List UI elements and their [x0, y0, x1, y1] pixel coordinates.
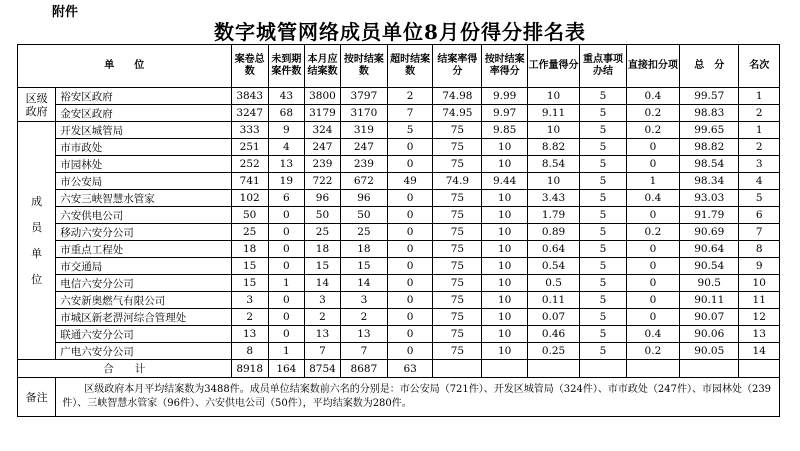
totals-total: 8918: [231, 360, 268, 378]
totals-empty: [580, 360, 627, 378]
cell-on-time: 15: [341, 258, 388, 275]
cell-closure-rate: 75: [433, 309, 482, 326]
header-not-due: 未到期案件数: [268, 45, 304, 88]
cell-workload: 0.07: [528, 309, 580, 326]
cell-rank: 1: [739, 122, 780, 139]
cell-due: 3: [304, 292, 340, 309]
cell-deduction: 0: [626, 139, 679, 156]
cell-deduction: 0: [626, 258, 679, 275]
cell-workload: 0.46: [528, 326, 580, 343]
unit-name: 六安新奥燃气有限公司: [56, 292, 231, 309]
cell-not-due: 43: [268, 88, 304, 105]
cell-due: 239: [304, 156, 340, 173]
cell-key-items: 5: [580, 207, 627, 224]
table-row: [18, 326, 780, 343]
cell-deduction: 0: [626, 292, 679, 309]
cell-on-time: 96: [341, 190, 388, 207]
cell-total: 3843: [231, 88, 268, 105]
note-text: 区级政府本月平均结案数为3488件。成员单位结案数前六名的分别是：市公安局（721件）、开发区城管局（324件）、市市政处（247件）、市园林处（239件）、三峡智慧水管家（96件）、六安供电公司（50件），平均结案数为280件。: [56, 378, 780, 417]
cell-rank: 3: [739, 156, 780, 173]
table-row: [18, 139, 780, 156]
cell-key-items: 5: [580, 122, 627, 139]
table-row: [18, 292, 780, 309]
cell-on-time-rate: 9.99: [482, 88, 528, 105]
cell-on-time: 50: [341, 207, 388, 224]
cell-overdue: 0: [387, 326, 433, 343]
cell-overdue: 0: [387, 292, 433, 309]
cell-not-due: 0: [268, 224, 304, 241]
cell-deduction: 0: [626, 207, 679, 224]
cell-overdue: 0: [387, 224, 433, 241]
cell-rank: 7: [739, 224, 780, 241]
cell-not-due: 9: [268, 122, 304, 139]
cell-score: 91.79: [679, 207, 739, 224]
cell-overdue: 0: [387, 309, 433, 326]
cell-rank: 6: [739, 207, 780, 224]
cell-closure-rate: 75: [433, 258, 482, 275]
cell-not-due: 4: [268, 139, 304, 156]
header-direct-deduction: 直接扣分项: [626, 45, 679, 88]
cell-overdue: 0: [387, 156, 433, 173]
header-unit: 单 位: [18, 45, 232, 88]
cell-on-time: 18: [341, 241, 388, 258]
cell-on-time: 14: [341, 275, 388, 292]
cell-workload: 10: [528, 88, 580, 105]
cell-key-items: 5: [580, 275, 627, 292]
cell-deduction: 0.4: [626, 326, 679, 343]
cell-overdue: 7: [387, 105, 433, 122]
cell-on-time-rate: 10: [482, 292, 528, 309]
unit-name: 电信六安分公司: [56, 275, 231, 292]
cell-not-due: 0: [268, 207, 304, 224]
totals-due: 8754: [304, 360, 340, 378]
cell-deduction: 0.4: [626, 88, 679, 105]
table-row: [18, 207, 780, 224]
table-row: [18, 190, 780, 207]
note-label: 备注: [18, 378, 56, 417]
unit-name: 市重点工程处: [56, 241, 231, 258]
cell-workload: 10: [528, 173, 580, 190]
cell-not-due: 0: [268, 326, 304, 343]
cell-key-items: 5: [580, 241, 627, 258]
unit-name: 市交通局: [56, 258, 231, 275]
cell-on-time: 3: [341, 292, 388, 309]
cell-due: 18: [304, 241, 340, 258]
cell-key-items: 5: [580, 139, 627, 156]
header-due-this-month: 本月应结案数: [304, 45, 340, 88]
cell-deduction: 0: [626, 309, 679, 326]
cell-rank: 14: [739, 343, 780, 360]
totals-empty: [482, 360, 528, 378]
totals-overdue: 63: [387, 360, 433, 378]
cell-on-time: 7: [341, 343, 388, 360]
cell-closure-rate: 75: [433, 275, 482, 292]
cell-due: 3800: [304, 88, 340, 105]
cell-rank: 2: [739, 139, 780, 156]
cell-workload: 1.79: [528, 207, 580, 224]
cell-due: 3179: [304, 105, 340, 122]
cell-total: 3: [231, 292, 268, 309]
table-row: [18, 343, 780, 360]
header-overdue-closed: 超时结案数: [387, 45, 433, 88]
cell-closure-rate: 75: [433, 292, 482, 309]
cell-rank: 2: [739, 105, 780, 122]
cell-deduction: 0.2: [626, 122, 679, 139]
totals-empty: [626, 360, 679, 378]
cell-deduction: 0: [626, 241, 679, 258]
cell-on-time-rate: 10: [482, 207, 528, 224]
cell-rank: 8: [739, 241, 780, 258]
table-row: [18, 275, 780, 292]
totals-not-due: 164: [268, 360, 304, 378]
cell-not-due: 0: [268, 241, 304, 258]
totals-empty: [528, 360, 580, 378]
cell-closure-rate: 75: [433, 190, 482, 207]
cell-overdue: 5: [387, 122, 433, 139]
cell-rank: 10: [739, 275, 780, 292]
cell-total: 251: [231, 139, 268, 156]
cell-on-time-rate: 10: [482, 309, 528, 326]
cell-workload: 8.54: [528, 156, 580, 173]
cell-due: 15: [304, 258, 340, 275]
table-row: [18, 173, 780, 190]
cell-rank: 4: [739, 173, 780, 190]
cell-total: 15: [231, 275, 268, 292]
cell-not-due: 0: [268, 292, 304, 309]
cell-overdue: 0: [387, 275, 433, 292]
cell-on-time: 3797: [341, 88, 388, 105]
cell-on-time-rate: 10: [482, 156, 528, 173]
header-closure-rate-score: 结案率得分: [433, 45, 482, 88]
unit-name: 六安三峡智慧水管家: [56, 190, 231, 207]
cell-on-time-rate: 10: [482, 224, 528, 241]
cell-closure-rate: 75: [433, 207, 482, 224]
cell-score: 98.83: [679, 105, 739, 122]
cell-deduction: 0: [626, 156, 679, 173]
cell-total: 333: [231, 122, 268, 139]
cell-score: 99.65: [679, 122, 739, 139]
cell-due: 2: [304, 309, 340, 326]
cell-score: 98.82: [679, 139, 739, 156]
totals-row: [18, 360, 780, 378]
cell-overdue: 0: [387, 258, 433, 275]
cell-due: 25: [304, 224, 340, 241]
cell-on-time: 3170: [341, 105, 388, 122]
cell-total: 15: [231, 258, 268, 275]
totals-on-time: 8687: [341, 360, 388, 378]
cell-workload: 3.43: [528, 190, 580, 207]
cell-total: 741: [231, 173, 268, 190]
cell-total: 252: [231, 156, 268, 173]
cell-not-due: 19: [268, 173, 304, 190]
cell-rank: 13: [739, 326, 780, 343]
cell-not-due: 0: [268, 258, 304, 275]
cell-deduction: 0.4: [626, 190, 679, 207]
cell-rank: 12: [739, 309, 780, 326]
unit-name: 市园林处: [56, 156, 231, 173]
cell-on-time-rate: 9.44: [482, 173, 528, 190]
cell-rank: 5: [739, 190, 780, 207]
cell-on-time-rate: 10: [482, 241, 528, 258]
cell-rank: 1: [739, 88, 780, 105]
cell-closure-rate: 75: [433, 224, 482, 241]
cell-on-time: 247: [341, 139, 388, 156]
cell-key-items: 5: [580, 258, 627, 275]
header-closed-on-time: 按时结案数: [341, 45, 388, 88]
cell-score: 90.05: [679, 343, 739, 360]
cell-on-time: 672: [341, 173, 388, 190]
cell-overdue: 0: [387, 241, 433, 258]
cell-key-items: 5: [580, 343, 627, 360]
cell-overdue: 2: [387, 88, 433, 105]
cell-on-time: 2: [341, 309, 388, 326]
totals-empty: [739, 360, 780, 378]
table-row: [18, 122, 780, 139]
header-rank: 名次: [739, 45, 780, 88]
group-label-member: 成员单位: [18, 122, 56, 360]
cell-on-time: 239: [341, 156, 388, 173]
totals-empty: [679, 360, 739, 378]
cell-total: 8: [231, 343, 268, 360]
unit-name: 开发区城管局: [56, 122, 231, 139]
cell-total: 3247: [231, 105, 268, 122]
table-row: [18, 241, 780, 258]
cell-closure-rate: 75: [433, 343, 482, 360]
cell-due: 247: [304, 139, 340, 156]
attachment-label: 附件: [52, 5, 79, 20]
cell-overdue: 0: [387, 343, 433, 360]
cell-not-due: 1: [268, 343, 304, 360]
cell-score: 93.03: [679, 190, 739, 207]
cell-key-items: 5: [580, 224, 627, 241]
cell-score: 90.69: [679, 224, 739, 241]
cell-total: 2: [231, 309, 268, 326]
cell-due: 96: [304, 190, 340, 207]
cell-deduction: 0: [626, 275, 679, 292]
cell-due: 50: [304, 207, 340, 224]
score-ranking-table: [17, 44, 780, 417]
cell-closure-rate: 74.98: [433, 88, 482, 105]
header-key-items: 重点事项办结: [580, 45, 627, 88]
table-row: [18, 88, 780, 105]
table-row: [18, 156, 780, 173]
cell-workload: 0.89: [528, 224, 580, 241]
header-total-cases: 案卷总数: [231, 45, 268, 88]
cell-key-items: 5: [580, 88, 627, 105]
cell-workload: 0.11: [528, 292, 580, 309]
cell-closure-rate: 74.9: [433, 173, 482, 190]
cell-score: 90.07: [679, 309, 739, 326]
unit-name: 市城区新老淠河综合管理处: [56, 309, 231, 326]
cell-score: 90.11: [679, 292, 739, 309]
unit-name: 金安区政府: [56, 105, 231, 122]
cell-overdue: 0: [387, 190, 433, 207]
cell-total: 18: [231, 241, 268, 258]
cell-workload: 8.82: [528, 139, 580, 156]
note-row: [18, 378, 780, 417]
unit-name: 市公安局: [56, 173, 231, 190]
cell-workload: 9.11: [528, 105, 580, 122]
cell-on-time-rate: 10: [482, 326, 528, 343]
totals-label: 合 计: [18, 360, 232, 378]
cell-closure-rate: 75: [433, 326, 482, 343]
cell-on-time-rate: 9.97: [482, 105, 528, 122]
cell-key-items: 5: [580, 173, 627, 190]
cell-due: 722: [304, 173, 340, 190]
cell-total: 102: [231, 190, 268, 207]
cell-rank: 9: [739, 258, 780, 275]
cell-score: 90.54: [679, 258, 739, 275]
cell-on-time-rate: 9.85: [482, 122, 528, 139]
cell-score: 98.34: [679, 173, 739, 190]
cell-on-time-rate: 10: [482, 139, 528, 156]
cell-closure-rate: 75: [433, 122, 482, 139]
cell-closure-rate: 75: [433, 139, 482, 156]
cell-deduction: 0.2: [626, 105, 679, 122]
cell-overdue: 0: [387, 139, 433, 156]
cell-score: 98.54: [679, 156, 739, 173]
page-title: 数字城管网络成员单位8月份得分排名表: [214, 20, 586, 44]
cell-total: 13: [231, 326, 268, 343]
cell-overdue: 0: [387, 207, 433, 224]
unit-name: 广电六安分公司: [56, 343, 231, 360]
table-row: [18, 258, 780, 275]
cell-score: 90.06: [679, 326, 739, 343]
cell-closure-rate: 74.95: [433, 105, 482, 122]
cell-deduction: 0.2: [626, 343, 679, 360]
cell-on-time: 25: [341, 224, 388, 241]
cell-on-time-rate: 10: [482, 190, 528, 207]
cell-total: 25: [231, 224, 268, 241]
cell-due: 7: [304, 343, 340, 360]
cell-closure-rate: 75: [433, 241, 482, 258]
cell-due: 14: [304, 275, 340, 292]
totals-empty: [433, 360, 482, 378]
cell-not-due: 1: [268, 275, 304, 292]
unit-name: 联通六安分公司: [56, 326, 231, 343]
cell-on-time-rate: 10: [482, 275, 528, 292]
cell-on-time-rate: 10: [482, 343, 528, 360]
cell-not-due: 13: [268, 156, 304, 173]
cell-due: 324: [304, 122, 340, 139]
table-row: [18, 309, 780, 326]
cell-deduction: 1: [626, 173, 679, 190]
table-row: [18, 224, 780, 241]
unit-name: 裕安区政府: [56, 88, 231, 105]
cell-due: 13: [304, 326, 340, 343]
cell-overdue: 49: [387, 173, 433, 190]
cell-workload: 0.25: [528, 343, 580, 360]
cell-score: 90.64: [679, 241, 739, 258]
header-total-score: 总 分: [679, 45, 739, 88]
cell-total: 50: [231, 207, 268, 224]
table-row: [18, 105, 780, 122]
cell-workload: 0.5: [528, 275, 580, 292]
cell-score: 90.5: [679, 275, 739, 292]
cell-score: 99.57: [679, 88, 739, 105]
cell-not-due: 0: [268, 309, 304, 326]
cell-not-due: 6: [268, 190, 304, 207]
unit-name: 市市政处: [56, 139, 231, 156]
cell-workload: 0.64: [528, 241, 580, 258]
cell-key-items: 5: [580, 156, 627, 173]
cell-deduction: 0.2: [626, 224, 679, 241]
cell-on-time-rate: 10: [482, 258, 528, 275]
cell-workload: 10: [528, 122, 580, 139]
cell-rank: 11: [739, 292, 780, 309]
cell-key-items: 5: [580, 309, 627, 326]
header-workload-score: 工作量得分: [528, 45, 580, 88]
cell-not-due: 68: [268, 105, 304, 122]
group-label-district: 区级政府: [18, 88, 56, 122]
unit-name: 移动六安分公司: [56, 224, 231, 241]
cell-on-time: 319: [341, 122, 388, 139]
cell-key-items: 5: [580, 105, 627, 122]
header-row: [18, 45, 780, 88]
cell-closure-rate: 75: [433, 156, 482, 173]
cell-key-items: 5: [580, 326, 627, 343]
cell-on-time: 13: [341, 326, 388, 343]
header-on-time-rate-score: 按时结案率得分: [482, 45, 528, 88]
unit-name: 六安供电公司: [56, 207, 231, 224]
cell-key-items: 5: [580, 190, 627, 207]
cell-workload: 0.54: [528, 258, 580, 275]
cell-key-items: 5: [580, 292, 627, 309]
